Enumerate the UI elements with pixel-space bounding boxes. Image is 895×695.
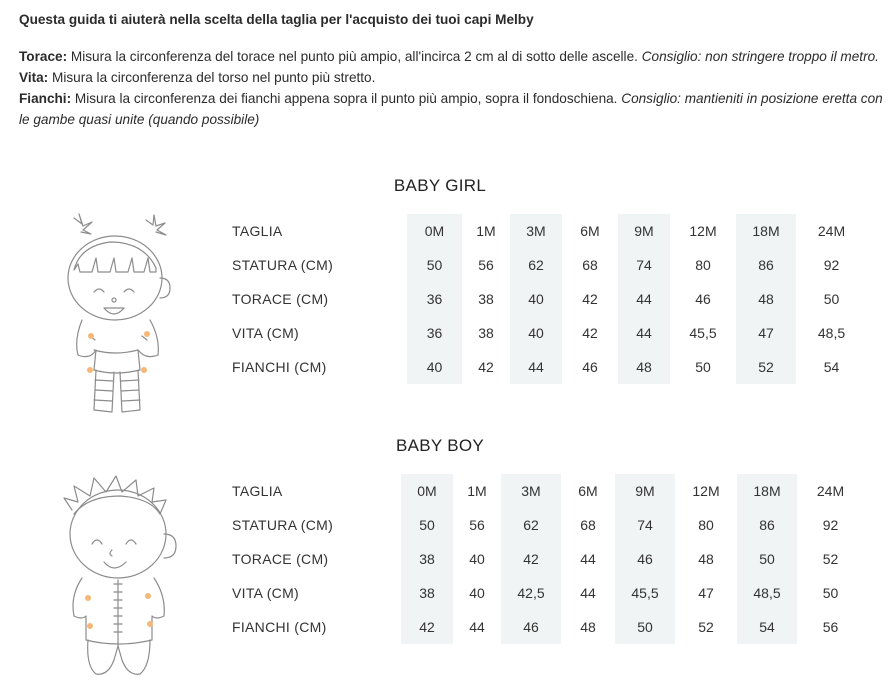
table-cell: 48 [580, 619, 596, 635]
table-cell: 38 [478, 325, 494, 341]
baby-boy-illustration-icon [60, 470, 185, 685]
vita-text: Misura la circonferenza del torso nel punto più stretto. [48, 70, 376, 85]
table-cell: 45,5 [689, 325, 717, 341]
table-row [232, 248, 867, 282]
table-row [232, 316, 867, 350]
table-cell: 45,5 [615, 576, 675, 610]
baby-boy-size-table [232, 474, 864, 644]
table-cell: 54 [737, 610, 797, 644]
table-cell: 42 [582, 325, 598, 341]
table-cell: 54 [823, 359, 840, 375]
vita-label: Vita: [19, 70, 49, 85]
table-cell: 56 [469, 517, 485, 533]
table-cell: 42 [478, 359, 494, 375]
table-cell: 48 [698, 551, 714, 567]
table-cell: 44 [469, 619, 485, 635]
table-cell: 42 [501, 542, 561, 576]
size-header: 24M [817, 223, 846, 239]
table-cell: 80 [698, 517, 714, 533]
size-header: 18M [736, 214, 796, 248]
table-cell: 50 [823, 291, 840, 307]
table-cell: 38 [478, 291, 494, 307]
fianchi-tip: Consiglio: mantieniti in posizione eretta con le gambe quasi unite (quando possibile) [19, 91, 883, 127]
size-header: 3M [501, 474, 561, 508]
table-cell: 86 [736, 248, 796, 282]
baby-girl-illustration-icon [60, 210, 185, 425]
table-cell: 62 [501, 508, 561, 542]
taglia-label: TAGLIA [232, 223, 283, 239]
torace-label: Torace: [19, 49, 68, 64]
table-cell: 68 [582, 257, 598, 273]
table-cell: 74 [618, 248, 670, 282]
table-cell: 56 [478, 257, 494, 273]
intro [19, 9, 885, 130]
fianchi-instruction [19, 88, 885, 130]
table-cell: 74 [615, 508, 675, 542]
row-label: FIANCHI (CM) [232, 619, 327, 635]
table-cell: 86 [737, 508, 797, 542]
table-cell: 52 [736, 350, 796, 384]
table-cell: 46 [615, 542, 675, 576]
table-row [232, 542, 864, 576]
torace-instruction [19, 46, 885, 67]
vita-instruction [19, 67, 885, 88]
table-cell: 48,5 [737, 576, 797, 610]
table-cell: 38 [401, 542, 453, 576]
table-cell: 46 [582, 359, 598, 375]
table-cell: 36 [407, 316, 462, 350]
fianchi-text: Misura la circonferenza dei fianchi appena sopra il punto più ampio, sopra il fondoschiena. [71, 91, 622, 106]
table-cell: 42 [401, 610, 453, 644]
table-cell: 42,5 [501, 576, 561, 610]
size-header: 0M [407, 214, 462, 248]
row-label: VITA (CM) [232, 325, 299, 341]
size-header: 18M [737, 474, 797, 508]
table-cell: 40 [407, 350, 462, 384]
table-cell: 46 [695, 291, 711, 307]
table-cell: 62 [510, 248, 562, 282]
size-header: 24M [816, 483, 845, 499]
table-cell: 40 [510, 316, 562, 350]
table-cell: 47 [698, 585, 714, 601]
table-cell: 50 [615, 610, 675, 644]
table-cell: 50 [401, 508, 453, 542]
baby-girl-title: BABY GIRL [393, 176, 487, 195]
table-cell: 52 [698, 619, 714, 635]
fianchi-label: Fianchi: [19, 91, 72, 106]
table-row [232, 576, 864, 610]
table-cell: 68 [580, 517, 596, 533]
table-cell: 46 [501, 610, 561, 644]
torace-text: Misura la circonferenza del torace nel punto più ampio, all'incirca 2 cm al di sotto delle ascelle. [67, 49, 642, 64]
table-cell: 40 [469, 551, 485, 567]
baby-boy-title: BABY BOY [395, 436, 485, 455]
size-header: 9M [618, 214, 670, 248]
table-cell: 40 [469, 585, 485, 601]
table-cell: 48,5 [817, 325, 846, 341]
row-label: VITA (CM) [232, 585, 299, 601]
table-cell: 44 [618, 316, 670, 350]
row-label: STATURA (CM) [232, 257, 334, 273]
table-cell: 36 [407, 282, 462, 316]
size-header: 1M [476, 223, 496, 239]
table-cell: 92 [822, 517, 839, 533]
header-row [232, 474, 864, 508]
guide-heading: Questa guida ti aiuterà nella scelta della taglia per l'acquisto dei tuoi capi Melby [19, 12, 534, 27]
table-cell: 44 [510, 350, 562, 384]
row-label: TORACE (CM) [232, 551, 329, 567]
table-cell: 56 [822, 619, 839, 635]
table-cell: 38 [401, 576, 453, 610]
row-label: FIANCHI (CM) [232, 359, 327, 375]
size-header: 12M [689, 223, 717, 239]
size-header: 0M [401, 474, 453, 508]
table-cell: 40 [510, 282, 562, 316]
row-label: TORACE (CM) [232, 291, 329, 307]
table-cell: 80 [695, 257, 711, 273]
row-label: STATURA (CM) [232, 517, 334, 533]
table-cell: 44 [618, 282, 670, 316]
size-header: 6M [578, 483, 598, 499]
size-header: 9M [615, 474, 675, 508]
table-cell: 50 [695, 359, 711, 375]
table-cell: 44 [580, 551, 596, 567]
size-header: 12M [692, 483, 720, 499]
header-row [232, 214, 867, 248]
table-cell: 44 [580, 585, 596, 601]
table-row [232, 508, 864, 542]
table-cell: 50 [407, 248, 462, 282]
table-cell: 52 [822, 551, 839, 567]
torace-tip: Consiglio: non stringere troppo il metro. [641, 49, 879, 64]
table-cell: 92 [823, 257, 840, 273]
table-row [232, 282, 867, 316]
size-header: 3M [510, 214, 562, 248]
baby-girl-size-table [232, 214, 867, 384]
size-header: 6M [580, 223, 600, 239]
table-cell: 48 [618, 350, 670, 384]
table-cell: 47 [736, 316, 796, 350]
table-cell: 48 [736, 282, 796, 316]
table-cell: 50 [822, 585, 839, 601]
size-header: 1M [467, 483, 487, 499]
table-cell: 50 [737, 542, 797, 576]
table-cell: 42 [582, 291, 598, 307]
table-row [232, 350, 867, 384]
table-row [232, 610, 864, 644]
taglia-label: TAGLIA [232, 483, 283, 499]
